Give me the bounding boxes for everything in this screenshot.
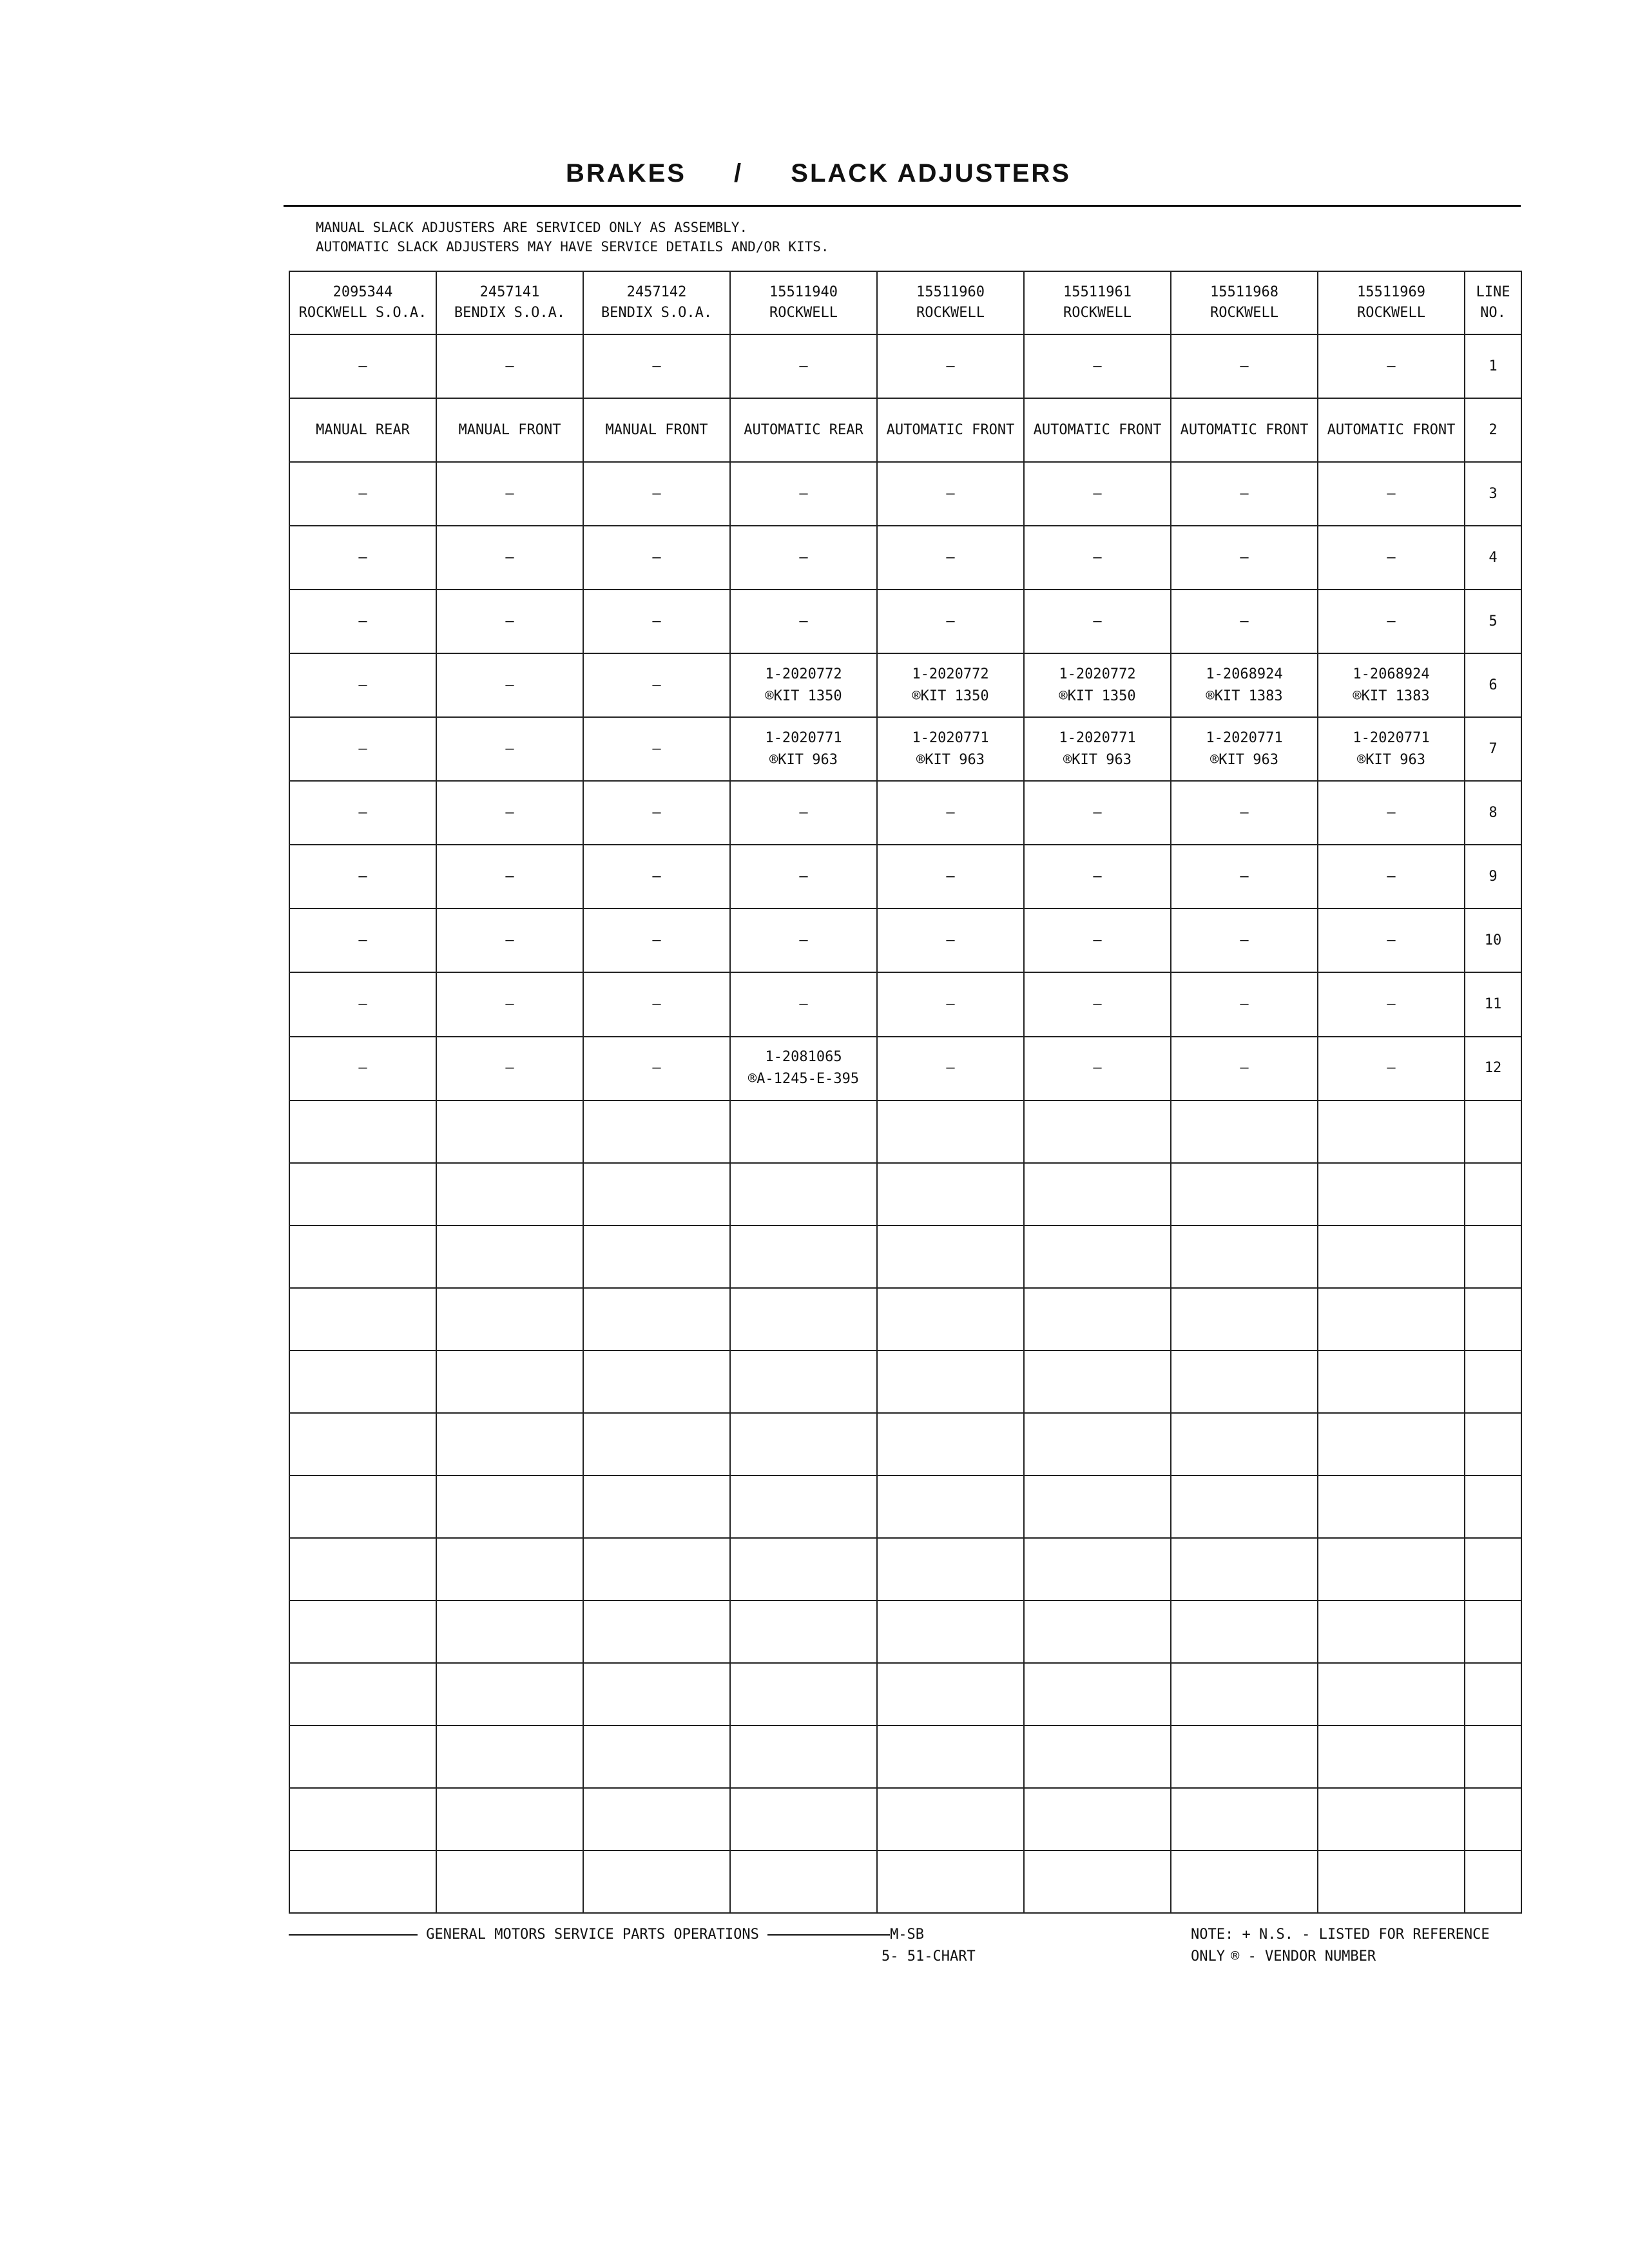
line-number: 12 <box>1465 1037 1521 1100</box>
blank-cell <box>1171 1475 1318 1538</box>
blank-cell <box>583 1850 730 1913</box>
blank-cell <box>730 1163 877 1225</box>
table-cell: MANUAL FRONT <box>436 398 583 462</box>
blank-cell <box>1318 1600 1465 1663</box>
table-cell: AUTOMATIC FRONT <box>877 398 1024 462</box>
table-cell: 1-2020771 ®KIT 963 <box>1171 717 1318 781</box>
footer-org: GENERAL MOTORS SERVICE PARTS OPERATIONS <box>426 1927 759 1943</box>
blank-cell <box>1318 1538 1465 1600</box>
blank-cell <box>1024 1725 1171 1788</box>
line-number: 2 <box>1465 398 1521 462</box>
blank-cell <box>1024 1663 1171 1725</box>
blank-cell <box>289 1288 436 1350</box>
page-title <box>284 159 1353 188</box>
blank-cell <box>730 1663 877 1725</box>
blank-cell <box>436 1788 583 1850</box>
line-number: 1 <box>1465 334 1521 398</box>
blank-cell <box>1465 1850 1521 1913</box>
blank-cell <box>1171 1350 1318 1413</box>
blank-row <box>289 1538 1521 1600</box>
table-cell: — <box>1024 1037 1171 1100</box>
line-number: 10 <box>1465 908 1521 972</box>
blank-cell <box>583 1288 730 1350</box>
table-cell: 1-2020772 ®KIT 1350 <box>877 653 1024 717</box>
table-cell: AUTOMATIC FRONT <box>1318 398 1465 462</box>
table-cell: — <box>1171 590 1318 653</box>
table-cell: — <box>436 717 583 781</box>
blank-cell <box>436 1663 583 1725</box>
blank-row <box>289 1663 1521 1725</box>
blank-cell <box>730 1350 877 1413</box>
blank-row <box>289 1788 1521 1850</box>
table-cell: — <box>730 845 877 908</box>
blank-cell <box>1465 1225 1521 1288</box>
table-cell: — <box>583 653 730 717</box>
blank-cell <box>1171 1288 1318 1350</box>
table-cell: — <box>1318 334 1465 398</box>
blank-cell <box>1024 1100 1171 1163</box>
line-number: 11 <box>1465 972 1521 1036</box>
table-cell: 1-2068924 ®KIT 1383 <box>1318 653 1465 717</box>
table-cell: — <box>436 1037 583 1100</box>
blank-cell <box>1024 1788 1171 1850</box>
blank-cell <box>583 1100 730 1163</box>
table-cell: 1-2020771 ®KIT 963 <box>1024 717 1171 781</box>
table-cell: 1-2081065 ®A-1245-E-395 <box>730 1037 877 1100</box>
blank-cell <box>583 1163 730 1225</box>
column-header: 2457141 BENDIX S.O.A. <box>436 271 583 334</box>
line-number: 3 <box>1465 462 1521 526</box>
table-cell: — <box>1171 781 1318 845</box>
line-number-header: LINE NO. <box>1465 271 1521 334</box>
blank-cell <box>583 1663 730 1725</box>
title-right: SLACK ADJUSTERS <box>791 159 1071 187</box>
note-line: AUTOMATIC SLACK ADJUSTERS MAY HAVE SERVICE DETAILS AND/OR KITS. <box>316 239 829 255</box>
table-cell: — <box>877 526 1024 590</box>
blank-cell <box>1024 1288 1171 1350</box>
line-number: 7 <box>1465 717 1521 781</box>
table-cell: — <box>1318 845 1465 908</box>
blank-cell <box>1024 1413 1171 1475</box>
blank-cell <box>1171 1663 1318 1725</box>
title-rule <box>284 205 1521 207</box>
blank-cell <box>877 1163 1024 1225</box>
table-row <box>289 334 1521 398</box>
table-cell: — <box>1171 845 1318 908</box>
table-cell: MANUAL REAR <box>289 398 436 462</box>
table-cell: — <box>436 908 583 972</box>
table-cell: — <box>583 334 730 398</box>
blank-row <box>289 1288 1521 1350</box>
blank-cell <box>436 1413 583 1475</box>
blank-cell <box>583 1600 730 1663</box>
column-header: 2457142 BENDIX S.O.A. <box>583 271 730 334</box>
table-cell: — <box>730 462 877 526</box>
blank-cell <box>877 1350 1024 1413</box>
blank-cell <box>1171 1850 1318 1913</box>
table-cell: — <box>583 781 730 845</box>
blank-cell <box>877 1788 1024 1850</box>
table-cell: — <box>1024 972 1171 1036</box>
blank-cell <box>1465 1600 1521 1663</box>
blank-cell <box>1465 1350 1521 1413</box>
footer-code: M-SB <box>890 1927 925 1943</box>
blank-cell <box>1171 1163 1318 1225</box>
table-cell: — <box>1171 462 1318 526</box>
blank-cell <box>730 1538 877 1600</box>
table-cell: — <box>730 972 877 1036</box>
table-cell: — <box>583 590 730 653</box>
blank-cell <box>730 1413 877 1475</box>
blank-cell <box>1465 1475 1521 1538</box>
blank-cell <box>1318 1725 1465 1788</box>
table-cell: 1-2020771 ®KIT 963 <box>877 717 1024 781</box>
table-cell: — <box>730 590 877 653</box>
blank-cell <box>1171 1600 1318 1663</box>
table-cell: AUTOMATIC FRONT <box>1024 398 1171 462</box>
blank-cell <box>436 1475 583 1538</box>
blank-cell <box>1024 1538 1171 1600</box>
table-cell: — <box>289 653 436 717</box>
table-cell: — <box>877 334 1024 398</box>
blank-cell <box>730 1600 877 1663</box>
table-cell: — <box>1024 462 1171 526</box>
blank-cell <box>730 1475 877 1538</box>
blank-cell <box>1024 1850 1171 1913</box>
table-cell: — <box>1024 590 1171 653</box>
line-number: 9 <box>1465 845 1521 908</box>
blank-row <box>289 1163 1521 1225</box>
blank-cell <box>289 1100 436 1163</box>
blank-cell <box>436 1350 583 1413</box>
blank-cell <box>1465 1413 1521 1475</box>
table-cell: AUTOMATIC FRONT <box>1171 398 1318 462</box>
blank-cell <box>1318 1288 1465 1350</box>
table-cell: — <box>583 972 730 1036</box>
blank-cell <box>436 1538 583 1600</box>
table-cell: 1-2020772 ®KIT 1350 <box>730 653 877 717</box>
table-cell: — <box>1024 908 1171 972</box>
table-cell: MANUAL FRONT <box>583 398 730 462</box>
blank-cell <box>289 1538 436 1600</box>
blank-cell <box>289 1850 436 1913</box>
blank-row <box>289 1413 1521 1475</box>
blank-cell <box>1024 1163 1171 1225</box>
blank-cell <box>877 1850 1024 1913</box>
note-line: MANUAL SLACK ADJUSTERS ARE SERVICED ONLY AS ASSEMBLY. <box>316 220 748 235</box>
blank-cell <box>1465 1538 1521 1600</box>
blank-cell <box>1465 1163 1521 1225</box>
table-cell: — <box>436 845 583 908</box>
table-cell: — <box>289 590 436 653</box>
table-row <box>289 972 1521 1036</box>
table-cell: — <box>1318 1037 1465 1100</box>
line-number: 5 <box>1465 590 1521 653</box>
table-cell: — <box>583 1037 730 1100</box>
header-row <box>289 271 1521 334</box>
table-cell: — <box>289 781 436 845</box>
blank-row <box>289 1225 1521 1288</box>
blank-cell <box>877 1663 1024 1725</box>
blank-cell <box>877 1288 1024 1350</box>
blank-cell <box>289 1475 436 1538</box>
blank-cell <box>1318 1163 1465 1225</box>
table-cell: — <box>1024 334 1171 398</box>
table-cell: — <box>1318 972 1465 1036</box>
blank-cell <box>1171 1788 1318 1850</box>
table-row <box>289 908 1521 972</box>
blank-cell <box>289 1225 436 1288</box>
blank-row <box>289 1725 1521 1788</box>
line-number: 8 <box>1465 781 1521 845</box>
table-row <box>289 717 1521 781</box>
table-cell: — <box>1171 526 1318 590</box>
blank-cell <box>436 1600 583 1663</box>
blank-cell <box>877 1538 1024 1600</box>
table-cell: AUTOMATIC REAR <box>730 398 877 462</box>
column-header: 15511961 ROCKWELL <box>1024 271 1171 334</box>
table-cell: — <box>1171 1037 1318 1100</box>
blank-row <box>289 1100 1521 1163</box>
blank-cell <box>583 1350 730 1413</box>
blank-cell <box>583 1475 730 1538</box>
blank-row <box>289 1850 1521 1913</box>
column-header: 15511969 ROCKWELL <box>1318 271 1465 334</box>
blank-cell <box>730 1850 877 1913</box>
table-cell: — <box>583 717 730 781</box>
blank-cell <box>436 1725 583 1788</box>
title-separator: / <box>734 159 744 187</box>
blank-cell <box>583 1413 730 1475</box>
table-cell: — <box>730 908 877 972</box>
blank-cell <box>1024 1350 1171 1413</box>
blank-cell <box>583 1225 730 1288</box>
table-cell: — <box>436 653 583 717</box>
blank-cell <box>436 1100 583 1163</box>
blank-cell <box>436 1225 583 1288</box>
blank-cell <box>436 1163 583 1225</box>
table-cell: — <box>436 590 583 653</box>
parts-table <box>289 271 1522 1914</box>
table-cell: — <box>1024 845 1171 908</box>
blank-cell <box>1171 1413 1318 1475</box>
blank-cell <box>1318 1663 1465 1725</box>
blank-cell <box>877 1100 1024 1163</box>
blank-cell <box>730 1788 877 1850</box>
blank-cell <box>583 1538 730 1600</box>
table-row <box>289 653 1521 717</box>
blank-cell <box>1318 1850 1465 1913</box>
table-cell: — <box>289 1037 436 1100</box>
blank-cell <box>289 1413 436 1475</box>
table-cell: — <box>436 972 583 1036</box>
table-cell: — <box>1171 334 1318 398</box>
table-cell: — <box>877 590 1024 653</box>
blank-cell <box>1171 1225 1318 1288</box>
table-cell: — <box>289 908 436 972</box>
blank-row <box>289 1600 1521 1663</box>
blank-row <box>289 1475 1521 1538</box>
table-cell: — <box>877 908 1024 972</box>
blank-cell <box>289 1725 436 1788</box>
footer-left <box>289 1924 924 1946</box>
table-cell: — <box>730 526 877 590</box>
blank-cell <box>436 1850 583 1913</box>
table-row <box>289 462 1521 526</box>
blank-cell <box>1318 1100 1465 1163</box>
table-row <box>289 526 1521 590</box>
table-cell: — <box>1171 908 1318 972</box>
blank-cell <box>730 1288 877 1350</box>
table-cell: — <box>1171 972 1318 1036</box>
blank-cell <box>1465 1288 1521 1350</box>
table-cell: — <box>877 1037 1024 1100</box>
table-cell: — <box>289 462 436 526</box>
blank-cell <box>730 1725 877 1788</box>
blank-cell <box>1024 1600 1171 1663</box>
table-cell: 1-2020771 ®KIT 963 <box>1318 717 1465 781</box>
footer-chart: 5- 51-CHART <box>882 1948 976 1965</box>
table-row <box>289 845 1521 908</box>
blank-cell <box>1318 1475 1465 1538</box>
blank-cell <box>583 1725 730 1788</box>
table-cell: — <box>289 845 436 908</box>
table-cell: — <box>583 845 730 908</box>
title-left: BRAKES <box>566 159 686 187</box>
table-cell: — <box>1024 781 1171 845</box>
blank-cell <box>1318 1413 1465 1475</box>
table-cell: — <box>1318 462 1465 526</box>
blank-cell <box>730 1225 877 1288</box>
table-row <box>289 398 1521 462</box>
blank-cell <box>1465 1100 1521 1163</box>
table-cell: — <box>1024 526 1171 590</box>
line-number: 4 <box>1465 526 1521 590</box>
column-header: 15511940 ROCKWELL <box>730 271 877 334</box>
blank-cell <box>1171 1538 1318 1600</box>
table-cell: — <box>289 334 436 398</box>
column-header: 2095344 ROCKWELL S.O.A. <box>289 271 436 334</box>
blank-cell <box>877 1225 1024 1288</box>
blank-cell <box>436 1288 583 1350</box>
table-cell: — <box>289 526 436 590</box>
blank-cell <box>1024 1475 1171 1538</box>
table-body <box>289 334 1521 1913</box>
table-row <box>289 590 1521 653</box>
blank-cell <box>583 1788 730 1850</box>
table-cell: — <box>436 781 583 845</box>
blank-cell <box>1465 1725 1521 1788</box>
footer-vendor-note: ® - VENDOR NUMBER <box>1231 1948 1376 1965</box>
column-header: 15511960 ROCKWELL <box>877 271 1024 334</box>
notes <box>316 218 829 256</box>
table-cell: — <box>730 334 877 398</box>
blank-cell <box>1171 1100 1318 1163</box>
table-cell: — <box>583 462 730 526</box>
blank-cell <box>1024 1225 1171 1288</box>
table-row <box>289 781 1521 845</box>
table-cell: — <box>1318 781 1465 845</box>
table-cell: — <box>877 845 1024 908</box>
blank-cell <box>730 1100 877 1163</box>
table-cell: — <box>583 908 730 972</box>
blank-cell <box>289 1663 436 1725</box>
table-cell: — <box>730 781 877 845</box>
footer-note: NOTE: + N.S. - LISTED FOR REFERENCE ONLY <box>1191 1927 1490 1965</box>
blank-cell <box>877 1413 1024 1475</box>
line-number: 6 <box>1465 653 1521 717</box>
table-cell: — <box>877 972 1024 1036</box>
table-cell: — <box>877 781 1024 845</box>
blank-cell <box>877 1475 1024 1538</box>
blank-cell <box>1318 1350 1465 1413</box>
table-cell: 1-2020771 ®KIT 963 <box>730 717 877 781</box>
blank-row <box>289 1350 1521 1413</box>
table-cell: — <box>1318 590 1465 653</box>
blank-cell <box>877 1600 1024 1663</box>
table-cell: — <box>289 717 436 781</box>
table-cell: — <box>1318 526 1465 590</box>
table-cell: — <box>436 526 583 590</box>
blank-cell <box>289 1163 436 1225</box>
blank-cell <box>289 1350 436 1413</box>
table-cell: 1-2020772 ®KIT 1350 <box>1024 653 1171 717</box>
blank-cell <box>1171 1725 1318 1788</box>
blank-cell <box>1318 1225 1465 1288</box>
blank-cell <box>877 1725 1024 1788</box>
blank-cell <box>1465 1788 1521 1850</box>
blank-cell <box>1465 1663 1521 1725</box>
column-header: 15511968 ROCKWELL <box>1171 271 1318 334</box>
table-cell: — <box>583 526 730 590</box>
table-cell: — <box>436 334 583 398</box>
blank-cell <box>289 1600 436 1663</box>
table-cell: — <box>877 462 1024 526</box>
table-cell: — <box>436 462 583 526</box>
table-cell: 1-2068924 ®KIT 1383 <box>1171 653 1318 717</box>
table-cell: — <box>1318 908 1465 972</box>
blank-cell <box>289 1788 436 1850</box>
blank-cell <box>1318 1788 1465 1850</box>
table-cell: — <box>289 972 436 1036</box>
table-row <box>289 1037 1521 1100</box>
